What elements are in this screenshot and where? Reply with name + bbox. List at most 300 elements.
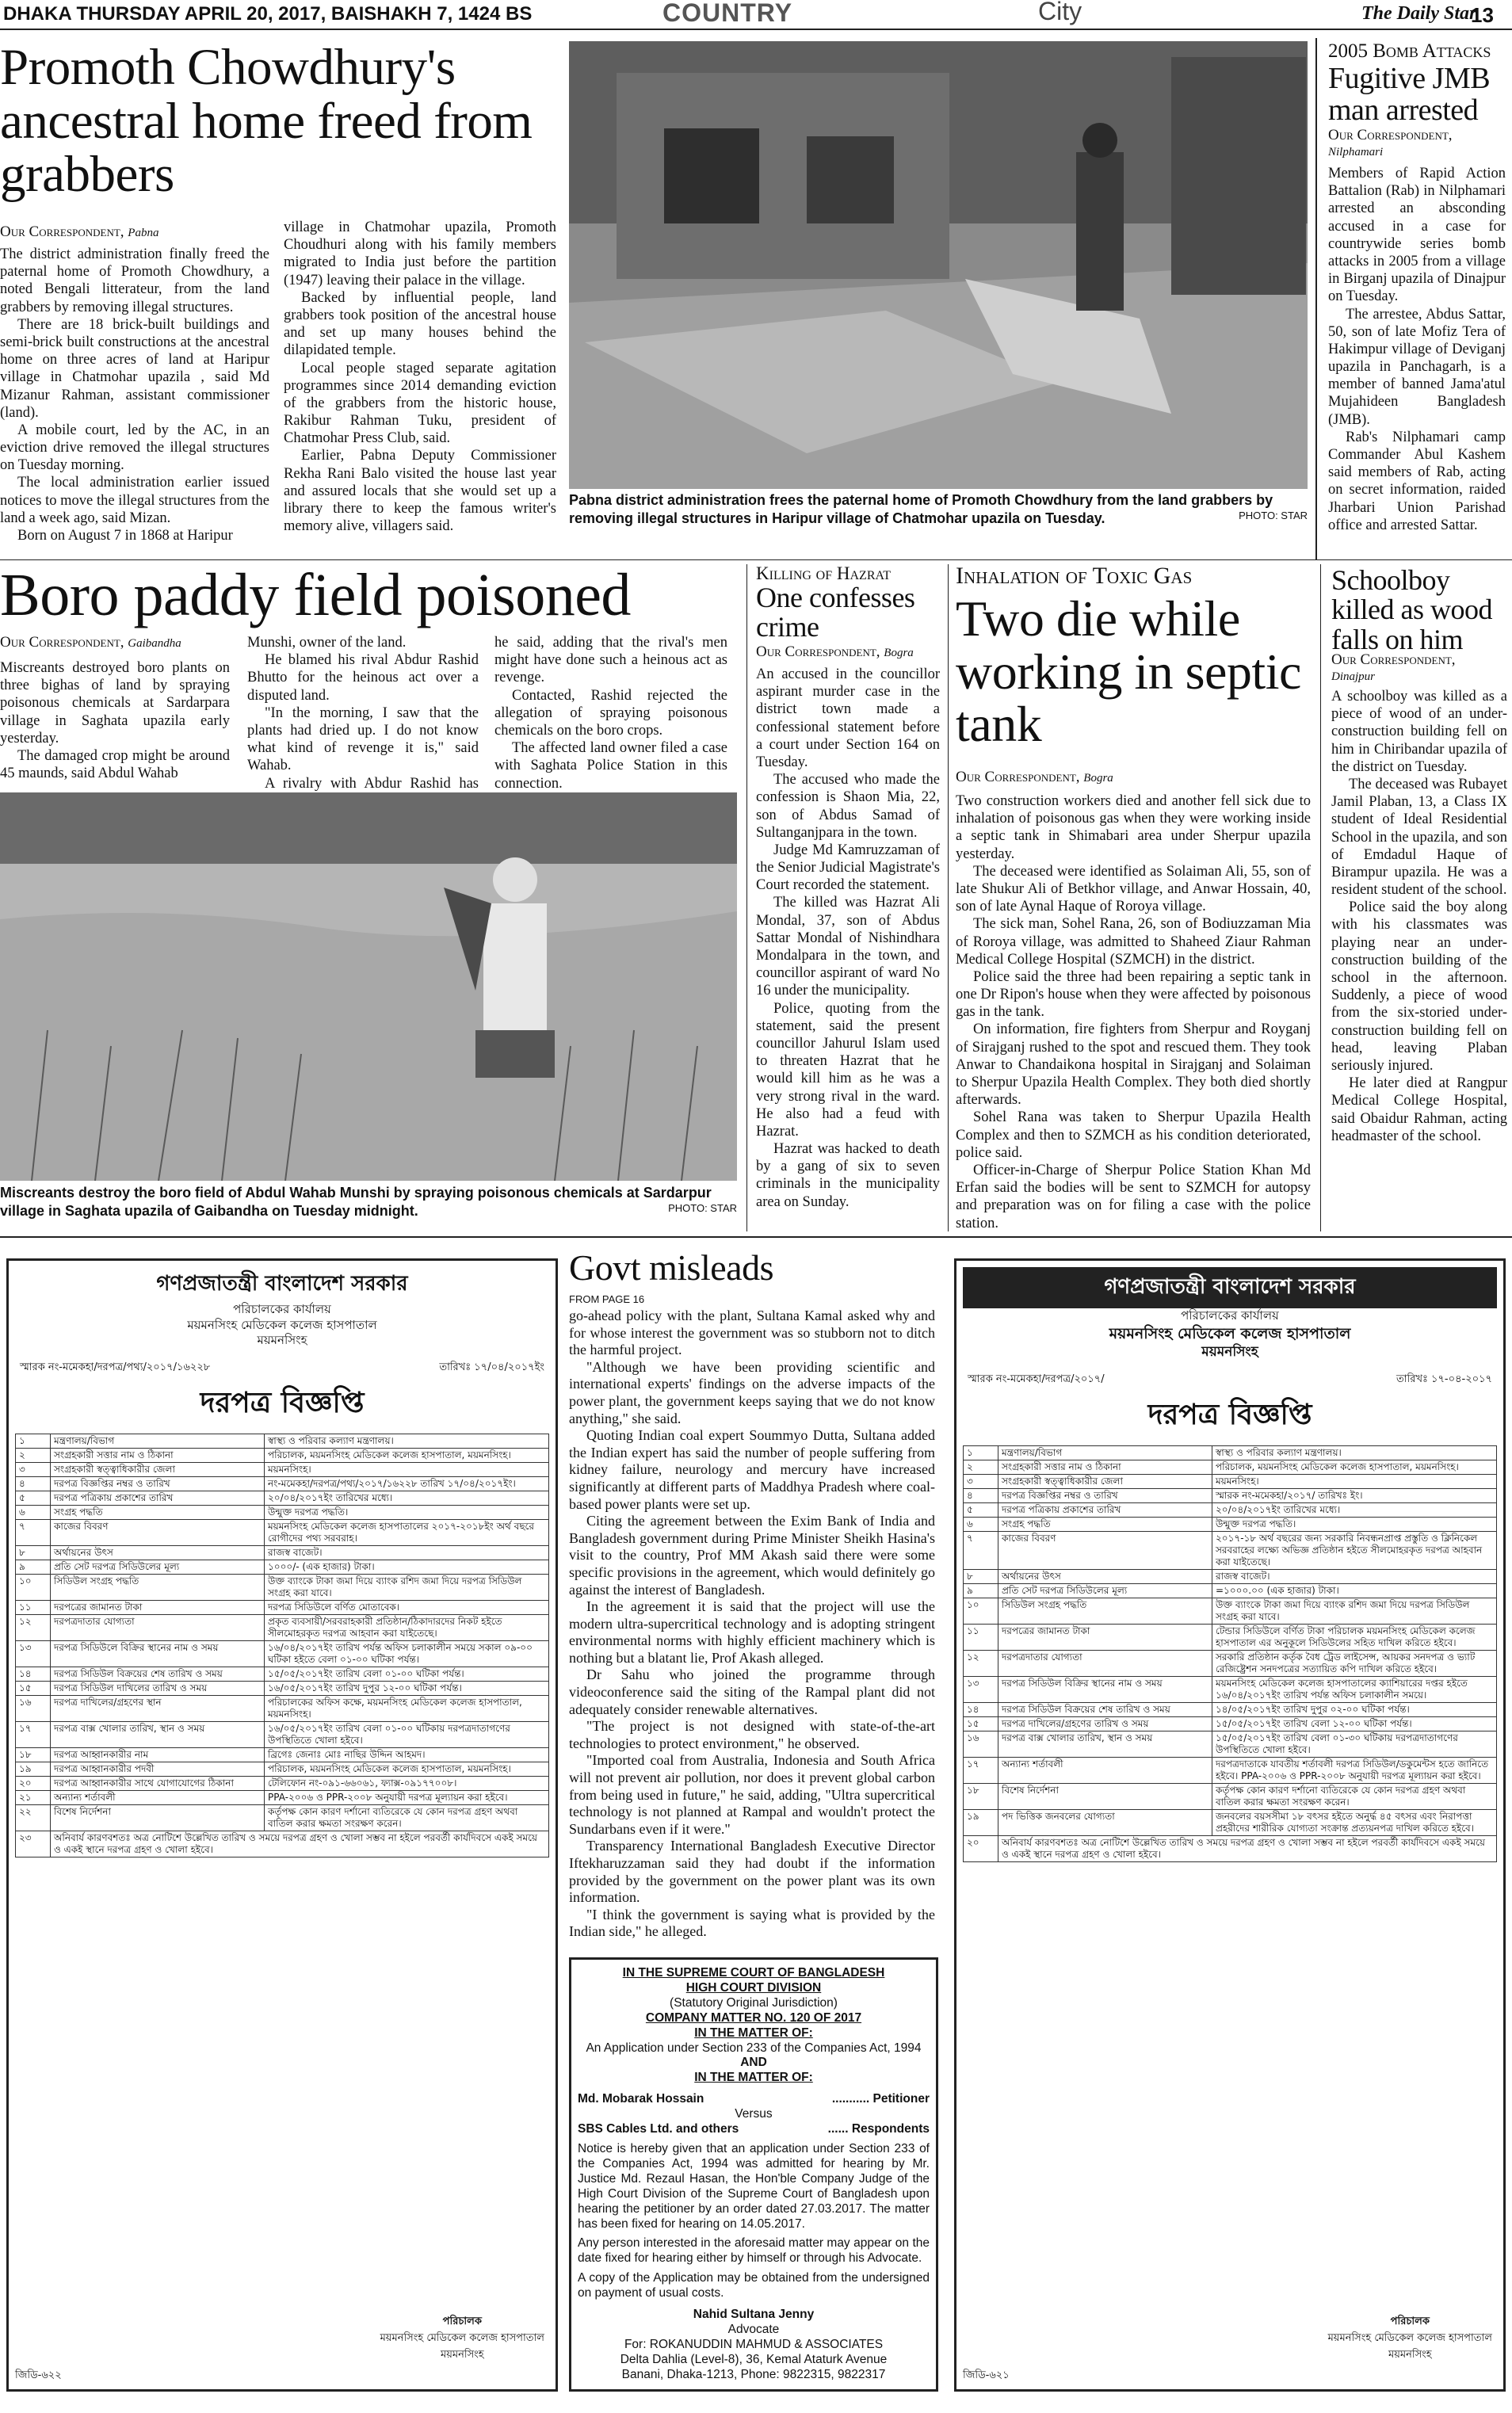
- table-cell: ৫: [964, 1503, 998, 1518]
- table-cell: ময়মনসিংহ মেডিকেল কলেজ হাসপাতালের ২০১৭-২০১৮ইং অর্থ বছরে রোগীদের পথ্য সরবরাহ।: [265, 1519, 549, 1545]
- table-cell: ৮: [16, 1545, 51, 1560]
- table-cell: বিশেষ নির্দেশনা: [998, 1784, 1212, 1810]
- story7-body: [569, 1308, 935, 1941]
- table-cell: পরিচালক, ময়মনসিংহ মেডিকেল কলেজ হাসপাতাল, ময়মনসিংহ।: [265, 1762, 549, 1776]
- table-row: [16, 1476, 549, 1491]
- table-cell: দরপত্র বাক্স খোলার তারিখ, স্থান ও সময়: [998, 1731, 1212, 1758]
- table-cell: ১১: [16, 1600, 51, 1614]
- table-cell: উন্মুক্ত দরপত্র পদ্ধতি।: [265, 1505, 549, 1519]
- table-cell: ৯: [964, 1584, 998, 1598]
- table-row: [964, 1810, 1497, 1836]
- table-cell: ১৪/০৫/২০১৭ইং তারিখ দুপুর ০২-০০ ঘটিকা পর্যন্ত।: [1212, 1703, 1497, 1717]
- paragraph: Earlier, Pabna Deputy Commissioner Rekha Rani Balo visited the house last year and assured locals that she would set up a library there to keep the famous writer's memory alive, villagers said.: [284, 448, 556, 535]
- story5-headline: Two die while working in septic tank: [956, 590, 1301, 753]
- folio-bar: [0, 0, 1512, 30]
- ad-left-city: ময়মনসিংহ: [257, 1333, 307, 1347]
- paragraph: Miscreants destroyed boro plants on three bighas of land by spraying poisonous chemicals at Sardarpara village in Saghata upazila early yesterday.: [0, 660, 230, 746]
- table-cell: অন্যান্য শর্তাবলী: [998, 1758, 1212, 1784]
- ad-left-signature: পরিচালক ময়মনসিংহ মেডিকেল কলেজ হাসপাতাল ময়মনসিংহ: [380, 2316, 544, 2361]
- story1-place: Pabna: [128, 227, 159, 239]
- table-cell: দরপত্র সিডিউল বিক্রয়ের শেষ তারিখ ও সময়: [998, 1703, 1212, 1717]
- story3-photo: [0, 792, 737, 1181]
- row-rule: [0, 1236, 1512, 1238]
- story4-place: Bogra: [884, 647, 914, 659]
- table-cell: ৫: [16, 1491, 51, 1505]
- paragraph: On information, fire fighters from Sherpur and Royganj of Sirajganj rushed to the spot and rescued them. They took Anwar to Chandaikona hospital in Sirajganj and Solaiman to Sherpur Upazila Health Complex. They both died shortly afterwards.: [956, 1021, 1311, 1109]
- table-row: [964, 1460, 1497, 1475]
- table-cell: ৩: [16, 1462, 51, 1476]
- table-row: [964, 1703, 1497, 1717]
- story3-byline: Our Correspondent, Gaibandha: [0, 634, 181, 651]
- court-signer-role: Advocate: [727, 2322, 780, 2336]
- paragraph: The damaged crop might be around 45 maunds, said Abdul Wahab: [0, 747, 230, 782]
- table-cell: অন্যান্য শর্তাবলী: [51, 1790, 265, 1804]
- table-cell: ১০০০/- (এক হাজার) টাকা।: [265, 1560, 549, 1574]
- paragraph: In the agreement it is said that the project will use the modern ultra-supercritical technology and is adopting stringent environmental norms with highly efficient machinery which is nothing but a blatant lie, Prof Akash alleged.: [569, 1598, 935, 1666]
- table-cell: দরপত্র দাখিলের/গ্রহণের তারিখ ও সময়: [998, 1717, 1212, 1731]
- court-l3: (Statutory Original Jurisdiction): [670, 1995, 838, 2010]
- table-cell: ১২: [964, 1651, 998, 1677]
- table-cell: দরপত্র আহ্বানকারীর সাথে যোগাযোগের ঠিকানা: [51, 1776, 265, 1790]
- table-cell: ২: [964, 1460, 998, 1475]
- table-row: [16, 1600, 549, 1614]
- table-row: [16, 1695, 549, 1721]
- table-cell: ময়মনসিংহ মেডিকেল কলেজ হাসপাতালের ক্যাশিয়ারের দপ্তর হইতে ১৬/০৪/২০১৭ইং তারিখ পর্যন্ত অফিস চলাকালীন সময়ে।: [1212, 1677, 1497, 1703]
- masthead-logo: The Daily Star: [1361, 3, 1477, 24]
- paragraph: "Although we have been providing scientific and international experts' findings on the adverse impacts of the power plant, the government keeps saying that we do not know anything," she said.: [569, 1358, 935, 1426]
- table-cell: অনিবার্য কারণবশতঃ অত্র নোটিশে উল্লেখিত তারিখ ও সময়ে দরপত্র গ্রহণ ও খোলা সম্ভব না হইলে পরবর্তী কার্যদিবসে একই সময়ে ও একই স্থানে দরপত্র গ্রহণ ও খোলা হইবে।: [998, 1836, 1497, 1862]
- table-cell: অনিবার্য কারণবশতঃ অত্র নোটিশে উল্লেখিত তারিখ ও সময়ে দরপত্র গ্রহণ ও খোলা সম্ভব না হইলে পরবর্তী কার্যদিবসে একই সময়ে ও একই স্থানে দরপত্র গ্রহণ ও খোলা হইবে।: [51, 1831, 549, 1857]
- table-cell: দরপত্র পত্রিকায় প্রকাশের তারিখ: [998, 1503, 1212, 1518]
- table-row: [16, 1831, 549, 1857]
- paragraph: Backed by influential people, land grabbers took position of the ancestral house and set up many houses behind the dilapidated temple.: [284, 289, 556, 359]
- ad-right-date: তারিখঃ ১৭-০৪-২০১৭: [1396, 1373, 1492, 1386]
- table-cell: ময়মনসিংহ।: [265, 1462, 549, 1476]
- story6-body: [1331, 688, 1507, 1145]
- table-cell: কাজের বিবরণ: [51, 1519, 265, 1545]
- court-l1: IN THE SUPREME COURT OF BANGLADESH: [622, 1966, 885, 1980]
- ad-left-hospital: ময়মনসিংহ মেডিকেল কলেজ হাসপাতাল: [187, 1317, 377, 1332]
- table-row: [16, 1762, 549, 1776]
- story3-column-2: [247, 634, 479, 810]
- paragraph: Rab's Nilphamari camp Commander Abul Kashem said members of Rab, acting on secret information, raided Jharbari Union Parishad office and arrested Sattar.: [1328, 429, 1506, 533]
- table-cell: ৩: [964, 1475, 998, 1489]
- dateline: DHAKA THURSDAY APRIL 20, 2017, BAISHAKH 7, 1424 BS: [3, 3, 533, 25]
- table-row: [16, 1776, 549, 1790]
- table-cell: ১৭: [16, 1721, 51, 1747]
- table-cell: স্বাস্থ্য ও পরিবার কল্যাণ মন্ত্রণালয়।: [265, 1434, 549, 1448]
- paragraph: The district administration finally freed the paternal home of Promoth Chowdhury, a noted Bengali litterateur, from the land grabbers by removing illegal structures.: [0, 246, 269, 315]
- story4-body: [756, 666, 940, 1211]
- story4-byline: Our Correspondent, Bogra: [756, 643, 914, 660]
- ad-right-memo: স্মারক নং-মমেকহা/দরপত্র/২০১৭/: [968, 1373, 1105, 1386]
- court-l4: COMPANY MATTER NO. 120 OF 2017: [645, 2010, 862, 2025]
- subsection-name: City: [1038, 0, 1082, 25]
- table-cell: ময়মনসিংহ।: [1212, 1475, 1497, 1489]
- paragraph: "I think the government is saying what is provided by the Indian side," he alleged.: [569, 1906, 935, 1940]
- ad-right-title: দরপত্র বিজ্ঞপ্তি: [1147, 1399, 1312, 1432]
- ad-left-office: পরিচালকের কার্যালয়: [233, 1302, 331, 1316]
- table-cell: ১: [16, 1434, 51, 1448]
- ad-left-gov: গণপ্রজাতন্ত্রী বাংলাদেশ সরকার: [156, 1272, 408, 1296]
- court-notice-text: Notice is hereby given that an application under Section 233 of the Companies Act, 1994 was admitted for hearing by Mr. Justice Md. Rezaul Hasan, the Hon'ble Company Judge of the High Court Division of the Supreme Court of Bangladesh upon hearing the petitioner by an order dated 27.03.2017. The matter has been fixed for hearing on 14.05.2017.: [578, 2141, 930, 2231]
- table-cell: স্বাস্থ্য ও পরিবার কল্যাণ মন্ত্রণালয়।: [1212, 1446, 1497, 1460]
- story7-jump-line: FROM PAGE 16: [569, 1293, 645, 1305]
- table-cell: ৭: [964, 1532, 998, 1570]
- table-cell: ২০১৭-১৮ অর্থ বছরের জন্য সরকারি নিবন্ধনপ্রাপ্ত প্রস্তুতি ও ক্লিনিকেল সরবরাহের লক্ষ্যে অভিজ্ঞ প্রতিষ্ঠান হইতে সীলমোহরকৃত দরপত্র আহবান করা যাইতেছে।: [1212, 1532, 1497, 1570]
- court-l6: An Application under Section 233 of the Companies Act, 1994: [586, 2041, 922, 2055]
- court-l5: IN THE MATTER OF:: [694, 2025, 813, 2040]
- paragraph: Citing the agreement between the Exim Bank of India and Bangladesh government during Prime Minister Sheikh Hasina's visit to the country, Prof MM Akash said there were some specific provisions in the agreement, which would definitely go against the interest of Bangladesh.: [569, 1513, 935, 1598]
- page-number: 13: [1471, 3, 1494, 27]
- table-cell: ১৬/০৫/২০১৭ইং তারিখ বেলা ০১-০০ ঘটিকায় দরপত্রদাতাগণের উপস্থিতিতে খোলা হইবে।: [265, 1721, 549, 1747]
- table-cell: ২০: [964, 1836, 998, 1862]
- story7-headline: Govt misleads: [569, 1247, 773, 1288]
- court-notice-text-2: Any person interested in the aforesaid matter may appear on the date fixed for hearing either by himself or through his Advocate.: [578, 2236, 930, 2266]
- paragraph: The killed was Hazrat Ali Mondal, 37, son of Abdus Sattar Mondal of Nishindhara Mondalpara in the town, and councillor aspirant of ward No 16 under the municipality.: [756, 895, 940, 999]
- story3-column-1: [0, 659, 230, 782]
- story3-photo-credit: PHOTO: STAR: [668, 1202, 737, 1215]
- table-row: [964, 1651, 1497, 1677]
- table-row: [16, 1667, 549, 1681]
- story5-body: [956, 792, 1311, 1232]
- table-cell: সংগ্রহকারী সত্তার নাম ও ঠিকানা: [998, 1460, 1212, 1475]
- table-cell: দরপত্র আহ্বানকারীর নাম: [51, 1747, 265, 1762]
- tender-notice-right: [954, 1258, 1506, 2392]
- story5-place: Bogra: [1083, 772, 1113, 785]
- paragraph: There are 18 brick-built buildings and semi-brick built constructions at the ancestral home on three acres of land at Haripur village in Chatmohar upazila , said Md Mizanur Rahman, assistant commissioner (land).: [0, 316, 269, 421]
- paragraph: village in Chatmohar upazila, Promoth Choudhuri along with his family members migrated to India just before the partition (1947) leaving their palace in the village.: [284, 220, 556, 288]
- paragraph: Members of Rapid Action Battalion (Rab) in Nilphamari arrested an absconding accused in a case for countrywide series bomb attacks in 2005 from a village in Birganj upazila of Dinajpur on Tuesday.: [1328, 166, 1506, 305]
- paragraph: Hazrat was hacked to death by a gang of six to seven criminals in the municipality area on Sunday.: [756, 1141, 940, 1210]
- table-cell: ২: [16, 1448, 51, 1462]
- table-cell: দরপত্র দাখিলের/গ্রহণের স্থান: [51, 1695, 265, 1721]
- paragraph: The accused who made the confession is Shaon Mia, 22, son of Abdus Samad of Sultanganjpara in the town.: [756, 772, 940, 841]
- table-cell: সিডিউল সংগ্রহ পদ্ধতি: [51, 1574, 265, 1600]
- table-cell: দরপত্রদাতার যোগ্যতা: [51, 1614, 265, 1640]
- table-cell: ১৪: [16, 1667, 51, 1681]
- column-rule: [1320, 564, 1321, 1231]
- table-row: [964, 1625, 1497, 1651]
- table-cell: স্মারক নং-মমেকহা/২০১৭/ তারিখঃ ইং।: [1212, 1489, 1497, 1503]
- table-cell: ২০: [16, 1776, 51, 1790]
- table-row: [16, 1681, 549, 1695]
- paragraph: go-ahead policy with the plant, Sultana Kamal asked why and for whose interest the government was so stubborn not to ditch the harmful project.: [569, 1308, 935, 1358]
- paragraph: "In the morning, I saw that the plants had dried up. I do not know what kind of revenge it is," said Wahab.: [247, 704, 479, 774]
- paragraph: He later died at Rangpur Medical College Hospital, said Obaidur Rahman, acting headmaster of the school.: [1331, 1075, 1507, 1144]
- table-cell: নং-মমেকহা/দরপত্র/পথ্য/২০১৭/১৬২২৮ তারিখ ১৭/০৪/২০১৭ইং।: [265, 1476, 549, 1491]
- table-cell: ১৫/০৫/২০১৭ইং তারিখ বেলা ০১-৩০ ঘটিকায় দরপত্রদাতাগণের উপস্থিতিতে খোলা হইবে।: [1212, 1731, 1497, 1758]
- table-cell: ১৫: [16, 1681, 51, 1695]
- table-cell: টেলিফোন নং-০৯১-৬৬০৬১, ফ্যাক্স-০৯১৭৭০০৮।: [265, 1776, 549, 1790]
- table-row: [964, 1717, 1497, 1731]
- table-cell: ১৬/০৪/২০১৭ইং তারিখ পর্যন্ত অফিস চলাকালীন সময়ে সকাল ০৯-০০ ঘটিকা হইতে বেলা ০১-০০ ঘটিকা পর্যন্ত।: [265, 1640, 549, 1667]
- paragraph: The local administration earlier issued notices to move the illegal structures from the land a week ago, said Mizan.: [0, 475, 269, 526]
- table-cell: পরিচালক, ময়মনসিংহ মেডিকেল কলেজ হাসপাতাল, ময়মনসিংহ।: [1212, 1460, 1497, 1475]
- table-cell: ৪: [16, 1476, 51, 1491]
- paragraph: An accused in the councillor aspirant murder case in the district town made a confessional statement before a court under Section 164 on Tuesday.: [756, 666, 940, 770]
- paragraph: A schoolboy was killed as a piece of wood of an under-construction building fell on him in Chiribandar upazila of the district on Tuesday.: [1331, 689, 1507, 775]
- table-cell: কর্তৃপক্ষ কোন কারণ দর্শানো ব্যতিরেকে যে কোন দরপত্র গ্রহণ অথবা বাতিল করার ক্ষমতা সংরক্ষণ করেন।: [1212, 1784, 1497, 1810]
- table-cell: উক্ত ব্যাংকে টাকা জমা দিয়ে ব্যাংক রশিদ জমা দিয়ে দরপত্র সিডিউল সংগ্রহ করা যাবে।: [1212, 1598, 1497, 1625]
- table-cell: দরপত্র সিডিউলে বর্ণিত মোতাবেক।: [265, 1600, 549, 1614]
- table-row: [16, 1574, 549, 1600]
- table-row: [16, 1448, 549, 1462]
- court-versus: Versus: [735, 2107, 773, 2121]
- table-cell: টেন্ডার সিডিউলে বর্ণিত টাকা পরিচালক ময়মনসিংহ মেডিকেল কলেজ হাসপাতাল এর অনুকূলে সিডিউলের সহিত দাখিল করিতে হইবে।: [1212, 1625, 1497, 1651]
- table-cell: ১৪: [964, 1703, 998, 1717]
- story3-place: Gaibandha: [128, 637, 181, 650]
- table-row: [964, 1475, 1497, 1489]
- story3-column-3: [494, 634, 727, 792]
- table-cell: সিডিউল সংগ্রহ পদ্ধতি: [998, 1598, 1212, 1625]
- story6-place: Dinajpur: [1331, 670, 1376, 683]
- table-cell: ২১: [16, 1790, 51, 1804]
- ad-right-reference: [963, 1372, 1497, 1388]
- story2-headline: Fugitive JMB man arrested: [1328, 62, 1491, 127]
- ad-left-code: জিডি-৬২২: [15, 2369, 62, 2381]
- table-row: [964, 1489, 1497, 1503]
- row-rule: [0, 559, 1512, 560]
- paragraph: A rivalry with Abdur Rashid has: [265, 775, 479, 792]
- table-cell: ২০/০৪/২০১৭ইং তারিখের মধ্যে।: [1212, 1503, 1497, 1518]
- paragraph: Two construction workers died and another fell sick due to inhalation of poisonous gas when they were working inside a septic tank in Shimabari area under Sherpur upazila yesterday.: [956, 793, 1311, 862]
- table-cell: প্রকৃত ব্যবসায়ী/সরবরাহকারী প্রতিষ্ঠান/ঠিকাদারদের নিকট হইতে সীলমোহরকৃত দরপত্র আহবান করা যাইতেছে।: [265, 1614, 549, 1640]
- table-cell: দরপত্র সিডিউল দাখিলের তারিখ ও সময়: [51, 1681, 265, 1695]
- ad-right-hospital: ময়মনসিংহ মেডিকেল কলেজ হাসপাতাল: [1109, 1324, 1351, 1342]
- paragraph: Sohel Rana was taken to Sherpur Upazila Health Complex and then to SZMCH as his condition deteriorated, police said.: [956, 1109, 1311, 1161]
- table-row: [964, 1784, 1497, 1810]
- table-cell: ২০/০৪/২০১৭ইং তারিখের মধ্যে।: [265, 1491, 549, 1505]
- story1-headline: Promoth Chowdhury's ancestral home freed from grabbers: [0, 39, 533, 204]
- table-cell: ১৫/০৫/২০১৭ইং তারিখ বেলা ০১-০০ ঘটিকা পর্যন্ত।: [265, 1667, 549, 1681]
- ad-left-date: তারিখঃ ১৭/০৪/২০১৭ইং: [439, 1361, 544, 1373]
- story5-byline: Our Correspondent, Bogra: [956, 769, 1113, 785]
- paragraph: The deceased were identified as Solaiman Ali, 55, son of late Shukur Ali of Betkhor village, and Anwar Hossain, 40, son of late Aynal Haque of Roroya village.: [956, 863, 1311, 915]
- table-cell: সংগ্রহ পদ্ধতি: [998, 1518, 1212, 1532]
- column-rule: [746, 564, 747, 1231]
- story3-caption: Miscreants destroy the boro field of Abdul Wahab Munshi by spraying poisonous chemicals at Sardarpur village in Saghata upazila of Gaibandha on Tuesday midnight. PHOTO: STAR: [0, 1185, 737, 1220]
- table-cell: প্রতি সেট দরপত্র সিডিউলের মূল্য: [998, 1584, 1212, 1598]
- table-row: [964, 1503, 1497, 1518]
- table-cell: =১০০০.০০ (এক হাজার) টাকা।: [1212, 1584, 1497, 1598]
- story6-headline: Schoolboy killed as wood falls on him: [1331, 564, 1492, 655]
- paragraph: Born on August 7 in 1868 at Haripur: [17, 528, 233, 544]
- tender-notice-left: [6, 1258, 558, 2392]
- table-cell: উন্মুক্ত দরপত্র পদ্ধতি।: [1212, 1518, 1497, 1532]
- table-cell: জনবলের বয়সসীমা ১৮ বৎসর হইতে অনুর্দ্ধ ৪৫ বৎসর এবং নিরাপত্তা প্রহরীদের শারীরিক যোগ্যতা সংক্রান্ত প্রত্যয়নপত্র দাখিল করিতে হইবে।: [1212, 1810, 1497, 1836]
- table-cell: ১৩: [16, 1640, 51, 1667]
- table-cell: পরিচালক, ময়মনসিংহ মেডিকেল কলেজ হাসপাতাল, ময়মনসিংহ।: [265, 1448, 549, 1462]
- table-cell: দরপত্র বিজ্ঞপ্তির নম্বর ও তারিখ: [998, 1489, 1212, 1503]
- table-cell: ব্রিগেঃ জেনাঃ মোঃ নাছির উদ্দিন আহমদ।: [265, 1747, 549, 1762]
- ad-right-code: জিডি-৬২১: [963, 2369, 1010, 2381]
- court-addr1: Delta Dahlia (Level-8), 36, Kemal Ataturk Avenue: [620, 2352, 888, 2366]
- table-row: [16, 1747, 549, 1762]
- table-cell: পরিচালকের অফিস কক্ষে, ময়মনসিংহ মেডিকেল কলেজ হাসপাতাল, ময়মনসিংহ।: [265, 1695, 549, 1721]
- court-l8: IN THE MATTER OF:: [694, 2071, 813, 2085]
- table-cell: অর্থায়নের উৎস: [51, 1545, 265, 1560]
- court-signer: Nahid Sultana Jenny: [693, 2308, 815, 2322]
- court-notice-text-3: A copy of the Application may be obtained from the undersigned on payment of usual costs.: [578, 2271, 930, 2300]
- paragraph: Quoting Indian coal expert Soummyo Dutta, Sultana added the Indian expert has said the number of people suffering from kidney failure, neurology and mercury have increased significantly at different parts of Maddhya Pradesh where coal-based power plants were set up.: [569, 1427, 935, 1512]
- table-row: [16, 1434, 549, 1448]
- table-cell: সংগ্রহকারী সত্তার নাম ও ঠিকানা: [51, 1448, 265, 1462]
- table-row: [16, 1545, 549, 1560]
- story3-headline: Boro paddy field poisoned: [0, 562, 631, 628]
- demolition-photo-illustration: [569, 41, 1308, 489]
- story4-kicker: Killing of Hazrat: [756, 563, 892, 583]
- table-cell: প্রতি সেট দরপত্র সিডিউলের মূল্য: [51, 1560, 265, 1574]
- paragraph: Judge Md Kamruzzaman of the Senior Judicial Magistrate's Court recorded the statement.: [756, 842, 940, 894]
- story4-headline: One confesses crime: [756, 582, 915, 643]
- table-cell: ১৫/০৫/২০১৭ইং তারিখ বেলা ১২-০০ ঘটিকা পর্যন্ত।: [1212, 1717, 1497, 1731]
- table-cell: দরপত্র পত্রিকায় প্রকাশের তারিখ: [51, 1491, 265, 1505]
- ad-right-city: ময়মনসিংহ: [1201, 1344, 1258, 1361]
- court-firm: For: ROKANUDDIN MAHMUD & ASSOCIATES: [624, 2337, 884, 2351]
- table-cell: ১২: [16, 1614, 51, 1640]
- table-cell: ৪: [964, 1489, 998, 1503]
- table-cell: ২৩: [16, 1831, 51, 1857]
- story1-byline: Our Correspondent, Pabna: [0, 223, 159, 240]
- table-cell: ১৬: [16, 1695, 51, 1721]
- table-cell: ৭: [16, 1519, 51, 1545]
- table-cell: দরপত্রের জামানত টাকা: [998, 1625, 1212, 1651]
- table-cell: সরকারি প্রতিষ্ঠান কর্তৃক বৈধ ট্রেড লাইসেন্স, আয়কর সনদপত্র ও ভ্যাট রেজিষ্ট্রেশন সনদপত্রের সত্যায়িত কপি দাখিল করিতে হইবে।: [1212, 1651, 1497, 1677]
- table-row: [964, 1532, 1497, 1570]
- table-cell: দরপত্র আহ্বানকারীর পদবী: [51, 1762, 265, 1776]
- paragraph: The deceased was Rubayet Jamil Plaban, 13, a Class IX student of Ideal Residential School in the upazila, and son of Emdadul Haque of Birampur upazila. He was a resident student of the school.: [1331, 776, 1507, 899]
- story2-byline: Our Correspondent,: [1328, 127, 1453, 143]
- paragraph: He blamed his rival Abdur Rashid Bhutto for the heinous act over a disputed land.: [247, 652, 479, 704]
- paragraph: Police said the boy along with his classmates was playing near an under-construction building of the school in the afternoon. Suddenly, a piece of wood from the six-storied under-construction building fell on head, leaving Plaban seriously injured.: [1331, 899, 1507, 1074]
- table-cell: কাজের বিবরণ: [998, 1532, 1212, 1570]
- paragraph: he said, adding that the rival's men might have done such a heinous act as revenge.: [494, 635, 727, 686]
- ad-right-table: [963, 1445, 1497, 1862]
- ad-right-office: পরিচালকের কার্যালয়: [1181, 1308, 1279, 1323]
- table-row: [16, 1804, 549, 1831]
- ad-right-gov: গণপ্রজাতন্ত্রী বাংলাদেশ সরকার: [963, 1267, 1497, 1308]
- table-row: [964, 1584, 1497, 1598]
- court-l7: AND: [740, 2056, 767, 2070]
- table-row: [16, 1519, 549, 1545]
- table-cell: ১: [964, 1446, 998, 1460]
- table-row: [964, 1446, 1497, 1460]
- table-cell: দরপত্রদাতার যোগ্যতা: [998, 1651, 1212, 1677]
- table-cell: দরপত্রদাতাকে যাবতীয় শর্তাবলী দরপত্র সিডিউল/ডকুমেন্টস হতে জানিতে হইবে। PPA-২০০৬ ও PPR-২০০৮ অনুযায়ী দরপত্র মূল্যায়ন করা হইবে।: [1212, 1758, 1497, 1784]
- paragraph: "Imported coal from Australia, Indonesia and South Africa will not prevent air pollution, nor does it prevent global carbon from being used in future," he said, adding, "Ultra supercritical technology is not planned at Rampal and wouldn't protect the Sundarbans even if it were.": [569, 1752, 935, 1837]
- table-cell: উক্ত ব্যাংকে টাকা জমা দিয়ে ব্যাংক রশিদ জমা দিয়ে দরপত্র সিডিউল সংগ্রহ করা যাবে।: [265, 1574, 549, 1600]
- court-addr2: Banani, Dhaka-1213, Phone: 9822315, 9822317: [621, 2367, 886, 2381]
- table-cell: ১০: [16, 1574, 51, 1600]
- table-cell: মন্ত্রণালয়/বিভাগ: [998, 1446, 1212, 1460]
- table-cell: ৬: [964, 1518, 998, 1532]
- section-name: COUNTRY: [662, 0, 793, 27]
- table-cell: ৮: [964, 1570, 998, 1584]
- table-cell: সংগ্রহকারী স্বত্ত্বাধিকারীর জেলা: [51, 1462, 265, 1476]
- table-row: [964, 1598, 1497, 1625]
- table-row: [16, 1560, 549, 1574]
- table-row: [16, 1721, 549, 1747]
- paragraph: Transparency International Bangladesh Executive Director Iftekharuzzaman said they had doubt if the information provided by the government on the power plant was its own information.: [569, 1838, 935, 1906]
- paragraph: A mobile court, led by the AC, in an eviction drive removed the illegal structures on Tuesday morning.: [0, 422, 269, 474]
- ad-left-reference: [15, 1360, 549, 1376]
- paragraph: The arrestee, Abdus Sattar, 50, son of late Mofiz Tera of Hakimpur village of Deviganj upazila in Panchagarh, is a member of banned Jama'atul Mujahideen Bangladesh (JMB).: [1328, 306, 1506, 428]
- story6-byline: Our Correspondent,: [1331, 651, 1456, 668]
- table-cell: ২২: [16, 1804, 51, 1831]
- table-cell: বিশেষ নির্দেশনা: [51, 1804, 265, 1831]
- table-cell: ১৯: [16, 1762, 51, 1776]
- table-row: [964, 1731, 1497, 1758]
- story1-caption: Pabna district administration frees the paternal home of Promoth Chowdhury from the land grabbers by removing illegal structures in Haripur village of Chatmohar upazila on Tuesday. PHOTO: STAR: [569, 492, 1308, 527]
- table-cell: দরপত্র সিডিউলে বিক্রির স্থানের নাম ও সময়: [51, 1640, 265, 1667]
- table-row: [964, 1570, 1497, 1584]
- table-cell: ১৬: [964, 1731, 998, 1758]
- table-cell: দরপত্র বাক্স খোলার তারিখ, স্থান ও সময়: [51, 1721, 265, 1747]
- table-cell: কর্তৃপক্ষ কোন কারণ দর্শানো ব্যতিরেকে যে কোন দরপত্র গ্রহণ অথবা বাতিল করার ক্ষমতা সংরক্ষণ করেন।: [265, 1804, 549, 1831]
- table-row: [16, 1640, 549, 1667]
- table-cell: সংগ্রহ পদ্ধতি: [51, 1505, 265, 1519]
- table-cell: দরপত্র সিডিউল বিক্রির স্থানের নাম ও সময়: [998, 1677, 1212, 1703]
- paragraph: Police said the three had been repairing a septic tank in one Dr Ripon's house when they were affected by poisonous gas in the tank.: [956, 968, 1311, 1021]
- table-cell: সংগ্রহকারী স্বত্ত্বাধিকারীর জেলা: [998, 1475, 1212, 1489]
- table-row: [16, 1462, 549, 1476]
- paddy-field-photo-illustration: [0, 792, 737, 1181]
- table-cell: ১৯: [964, 1810, 998, 1836]
- table-cell: রাজস্ব বাজেট।: [1212, 1570, 1497, 1584]
- ad-left-memo: স্মারক নং-মমেকহা/দরপত্র/পথ্য/২০১৭/১৬২২৮: [20, 1361, 211, 1373]
- paragraph: Munshi, owner of the land.: [247, 635, 407, 651]
- table-cell: দরপত্রের জামানত টাকা: [51, 1600, 265, 1614]
- paragraph: "The project is not designed with state-of-the-art technologies to protect environment," he observed.: [569, 1718, 935, 1751]
- table-cell: ১৮: [16, 1747, 51, 1762]
- ad-right-signature: পরিচালক ময়মনসিংহ মেডিকেল কলেজ হাসপাতাল ময়মনসিংহ: [1327, 2316, 1492, 2361]
- court-petitioner: Md. Mobarak Hossain ........... Petitioner: [578, 2092, 930, 2106]
- story1-photo-credit: PHOTO: STAR: [1239, 510, 1308, 522]
- court-notice: [569, 1957, 938, 2392]
- table-cell: ১১: [964, 1625, 998, 1651]
- story1-column-1: [0, 246, 269, 544]
- paragraph: Local people staged separate agitation programmes since 2014 demanding eviction of the grabbers from the historic house, Rakibur Rahman Tuku, president of Chatmohar Press Club, said.: [284, 360, 556, 447]
- table-row: [964, 1677, 1497, 1703]
- table-cell: ১০: [964, 1598, 998, 1625]
- story2-place: Nilphamari: [1328, 146, 1384, 158]
- table-row: [16, 1505, 549, 1519]
- ad-left-table: [15, 1434, 549, 1857]
- table-cell: ১৬/০৫/২০১৭ইং তারিখ দুপুর ১২-০০ ঘটিকা পর্যন্ত।: [265, 1681, 549, 1695]
- table-row: [16, 1790, 549, 1804]
- table-cell: মন্ত্রণালয়/বিভাগ: [51, 1434, 265, 1448]
- table-cell: ১৮: [964, 1784, 998, 1810]
- table-cell: ৬: [16, 1505, 51, 1519]
- table-cell: ১৩: [964, 1677, 998, 1703]
- table-cell: রাজস্ব বাজেট।: [265, 1545, 549, 1560]
- table-row: [964, 1758, 1497, 1784]
- table-cell: দরপত্র বিজ্ঞপ্তির নম্বর ও তারিখ: [51, 1476, 265, 1491]
- paragraph: The affected land owner filed a case with Saghata Police Station in this connection.: [494, 740, 727, 792]
- table-cell: দরপত্র সিডিউল বিক্রয়ের শেষ তারিখ ও সময়: [51, 1667, 265, 1681]
- paragraph: Police, quoting from the statement, said the present councillor Jahurul Islam used to threaten Hazrat that he would kill him as he was a very strong rival in the ward. He also had a feud with Hazrat.: [756, 1000, 940, 1140]
- story1-column-2: [284, 219, 556, 535]
- court-respondent: SBS Cables Ltd. and others ...... Respondents: [578, 2122, 930, 2136]
- table-cell: PPA-২০০৬ ও PPR-২০০৮ অনুযায়ী দরপত্র মূল্যায়ন করা হইবে।: [265, 1790, 549, 1804]
- column-rule: [1315, 38, 1317, 559]
- court-l2: HIGH COURT DIVISION: [685, 1980, 822, 1995]
- table-cell: অর্থায়নের উৎস: [998, 1570, 1212, 1584]
- table-cell: পদ ভিত্তিক জনবলের যোগ্যতা: [998, 1810, 1212, 1836]
- paragraph: Dr Sahu who joined the programme through videoconference said the siting of the Rampal plant did not adequately consider renewable alternatives.: [569, 1667, 935, 1717]
- table-cell: ১৭: [964, 1758, 998, 1784]
